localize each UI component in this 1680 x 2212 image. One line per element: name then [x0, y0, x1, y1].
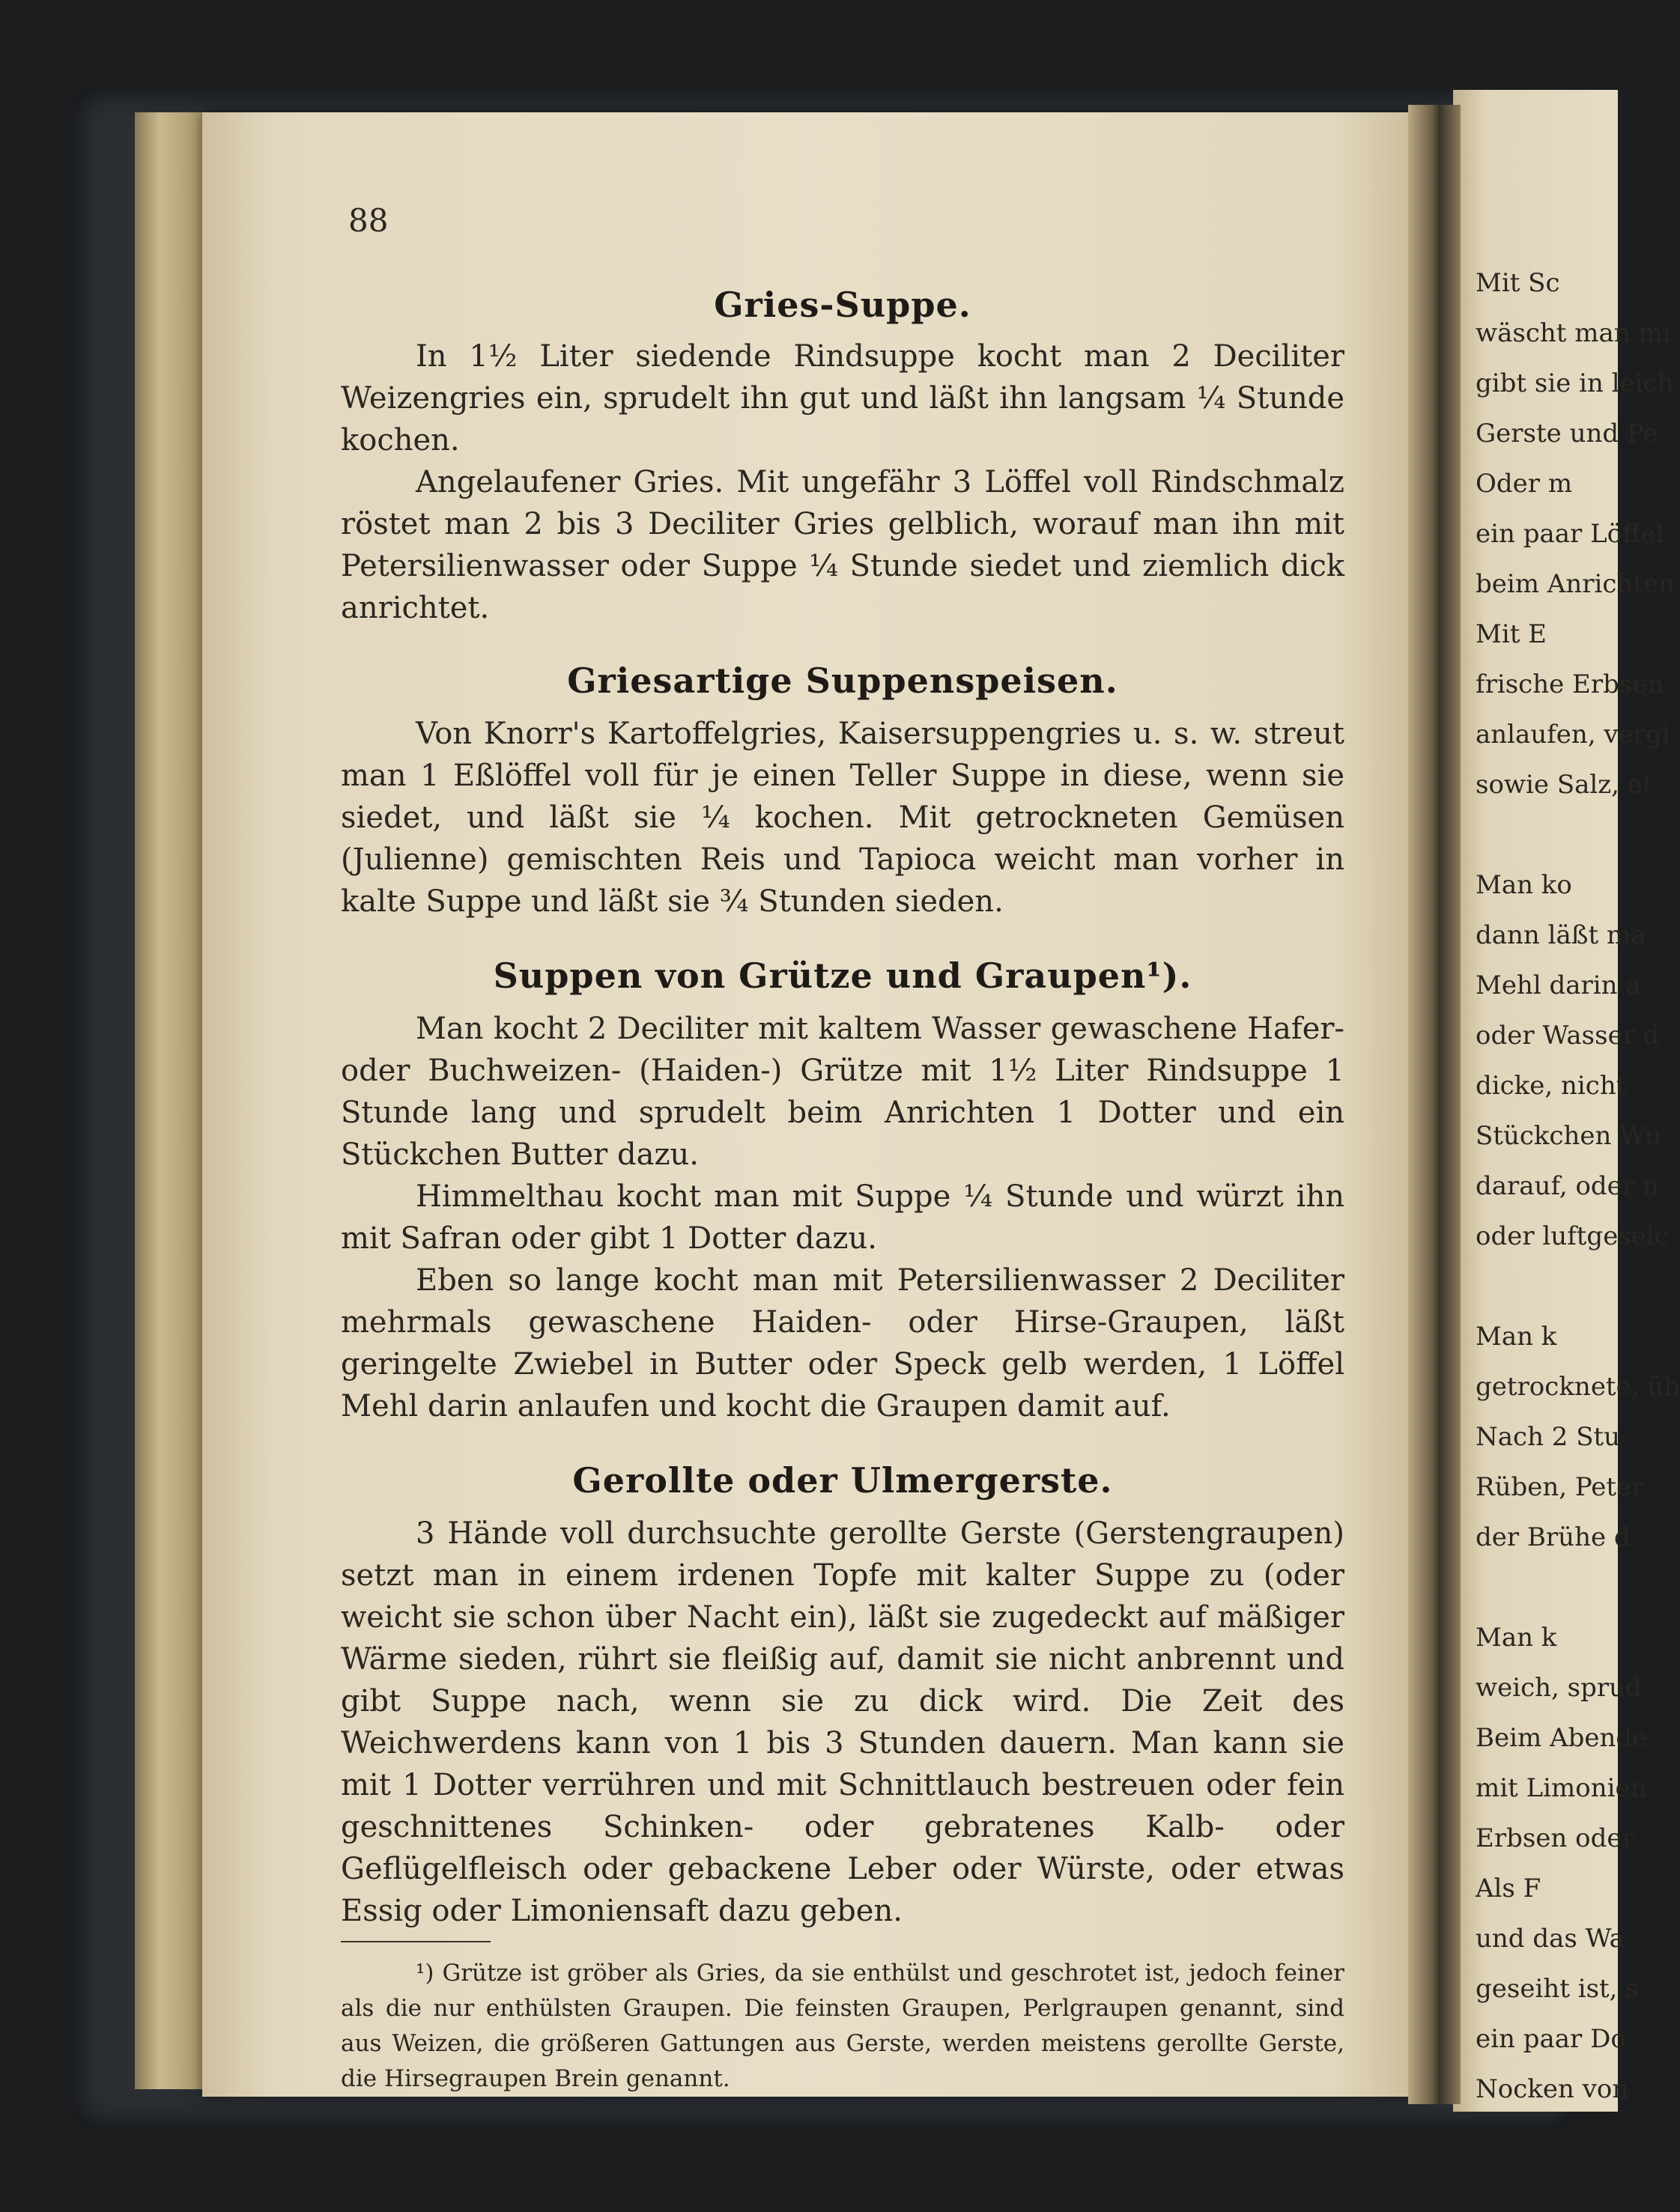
facing-page-line: weich, sprud [1476, 1673, 1642, 1703]
facing-page-line: Mehl darin a [1476, 970, 1641, 1000]
paragraph: Angelaufener Gries. Mit ungefähr 3 Löffel voll Rindschmalz röstet man 2 bis 3 Deciliter Gries gelblich, worauf man ihn mit Petersilienwasser oder Suppe ¼ Stunde siedet und ziemlich dick anrichtet. [341, 465, 1344, 625]
facing-page-line: ein paar Löffel [1476, 519, 1664, 549]
facing-page-line: Stückchen Wu [1476, 1121, 1661, 1151]
paragraph: Himmelthau kocht man mit Suppe ¼ Stunde und würzt ihn mit Safran oder gibt 1 Dotter dazu. [341, 1179, 1344, 1256]
facing-page-line: Erbsen oder [1476, 1823, 1634, 1853]
facing-page-line: Man k [1476, 1623, 1557, 1653]
facing-page-line: Rüben, Peter [1476, 1472, 1644, 1502]
facing-page-line: der Brühe d [1476, 1522, 1631, 1552]
paragraph: Man kocht 2 Deciliter mit kaltem Wasser gewaschene Hafer- oder Buchweizen- (Haiden-) Grütze mit 1½ Liter Rindsuppe 1 Stunde lang und sprudelt beim Anrichten 1 Dotter und ein Stückchen Butter dazu. [341, 1012, 1344, 1172]
paragraph: Von Knorr's Kartoffelgries, Kaisersuppengries u. s. w. streut man 1 Eßlöffel voll für je einen Teller Suppe in diese, wenn sie siedet, und läßt sie ¼ kochen. Mit getrockneten Gemüsen (Julienne) gemischten Reis und Tapioca weicht man vorher in kalte Suppe und läßt sie ¾ Stunden sieden. [341, 717, 1344, 919]
footnote-rule [341, 1941, 491, 1942]
section-title-gries-suppe: Gries-Suppe. [714, 285, 971, 325]
paragraph: 3 Hände voll durchsuchte gerollte Gerste (Gerstengraupen) setzt man in einem irdenen Topfe mit kalter Suppe zu (oder weicht sie schon über Nacht ein), läßt sie zugedeckt auf mäßiger Wärme sieden, rührt sie fleißig auf, damit sie nicht anbrennt und gibt Suppe nach, wenn sie zu dick wird. Die Zeit des Weichwerdens kann von 1 bis 3 Stunden dauern. Man kann sie mit 1 Dotter verrühren und mit Schnittlauch bestreuen oder fein geschnittenes Schinken- oder gebratenes Kalb- oder Geflügelfleisch oder gebackene Leber oder Würste, oder etwas Essig oder Limoniensaft dazu geben. [341, 1516, 1344, 1928]
paragraph: In 1½ Liter siedende Rindsuppe kocht man 2 Deciliter Weizengries ein, sprudelt ihn gut und läßt ihn langsam ¼ Stunde kochen. [341, 339, 1344, 458]
facing-page-line: anlaufen, vergi [1476, 720, 1670, 750]
facing-page-line: wäscht man mi [1476, 318, 1671, 348]
facing-page-line: und das Wa [1476, 1924, 1625, 1954]
facing-page-line: Gerste und Pe [1476, 419, 1658, 449]
footnote: ¹) Grütze ist gröber als Gries, da sie enthülst und geschrotet ist, jedoch feiner als die nur enthülsten Graupen. Die feinsten Graupen, Perlgraupen genannt, sind aus Weizen, die größeren Gattungen aus Gerste, werden meistens gerollte Gerste, die Hirsegraupen Brein genannt. [341, 1960, 1344, 2092]
page-number: 88 [348, 202, 389, 239]
facing-page-line: Man ko [1476, 870, 1572, 900]
facing-page-line: getrocknete, üb [1476, 1372, 1680, 1402]
facing-page-line: oder Wasser d [1476, 1021, 1660, 1051]
section-title-gerollte-gerste: Gerollte oder Ulmergerste. [572, 1460, 1113, 1501]
page-content [341, 191, 1344, 2097]
facing-page-line: Oder m [1476, 469, 1573, 499]
facing-page-line: Nocken von [1476, 2074, 1629, 2104]
facing-page-line: dann läßt ma [1476, 920, 1646, 950]
facing-page-line: beim Anrichten [1476, 569, 1676, 599]
facing-page [1453, 90, 1680, 2112]
facing-page-line: darauf, oder n [1476, 1171, 1659, 1201]
facing-page-line: geseiht ist, s [1476, 1974, 1639, 2004]
facing-page-line: oder luftgeselc [1476, 1221, 1669, 1251]
facing-page-line: mit Limonien [1476, 1773, 1647, 1803]
facing-page-line: sowie Salz, et [1476, 770, 1653, 800]
facing-page-line: Mit E [1476, 619, 1547, 649]
facing-page-line: gibt sie in leich [1476, 368, 1674, 398]
facing-page-line: ein paar Do [1476, 2024, 1626, 2054]
facing-page-line: dicke, nicht [1476, 1071, 1627, 1101]
book-gutter [1408, 105, 1461, 2104]
section-title-suppen-von-gruetze: Suppen von Grütze und Graupen¹). [493, 955, 1192, 996]
facing-page-line: frische Erbsen [1476, 669, 1664, 699]
section-title-griesartige-suppenspeisen: Griesartige Suppenspeisen. [567, 660, 1118, 701]
facing-page-line: Mit Sc [1476, 268, 1560, 298]
facing-page-line: Als F [1476, 1874, 1541, 1903]
paragraph: Eben so lange kocht man mit Petersilienwasser 2 Deciliter mehrmals gewaschene Haiden- oder Hirse-Graupen, läßt geringelte Zwiebel in Butter oder Speck gelb werden, 1 Löffel Mehl darin anlaufen und kocht die Graupen damit auf. [341, 1263, 1344, 1423]
facing-page-line: Nach 2 Stu [1476, 1422, 1621, 1452]
facing-page-line: Man k [1476, 1322, 1557, 1352]
facing-page-line: Beim Abende [1476, 1723, 1648, 1753]
